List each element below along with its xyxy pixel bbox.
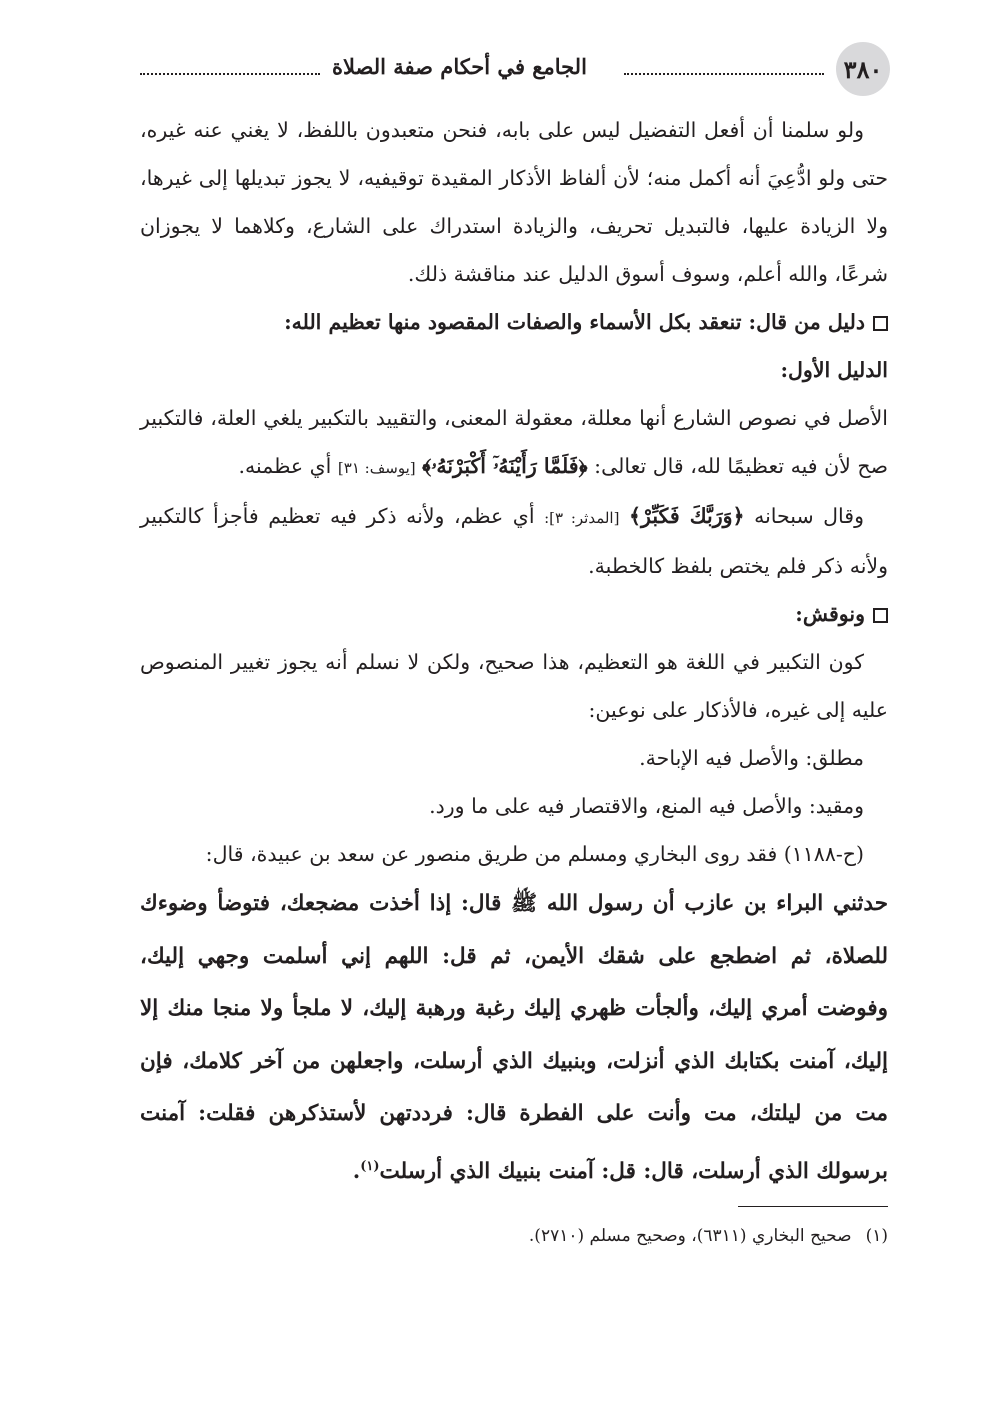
paragraph-6: ومقيد: والأصل فيه المنع، والاقتصار فيه على ما ورد. <box>429 794 864 818</box>
page-header <box>140 40 888 100</box>
header-dots-right <box>624 73 824 75</box>
footnote-number: (١) <box>865 1226 888 1247</box>
section-heading-discussion <box>140 590 888 638</box>
heading-text: ونوقش: <box>795 602 865 626</box>
paragraph-4: كون التكبير في اللغة هو التعظيم، هذا صحيح، ولكن لا نسلم أنه يجوز تغيير المنصوص عليه إلى غيره، فالأذكار على نوعين: <box>140 650 888 722</box>
hadith-end: . <box>352 1158 361 1184</box>
verse-reference: [يوسف: ٣١] <box>337 459 416 477</box>
paragraph-3-text: وقال سبحانه <box>754 504 864 528</box>
paragraph-3 <box>140 492 888 590</box>
checkbox-bullet-icon <box>873 608 888 623</box>
hadith-body: حدثني البراء بن عازب أن رسول الله ﷺ قال: إذا أخذت مضجعك، فتوضأ وضوءك للصلاة، ثم اضطجع على شقك الأيمن، ثم قل: اللهم إني أسلمت وجهي إليك، وفوضت أمري إليك، وألجأت ظهري إليك رغبة ورهبة إليك، لا ملجأ ولا منجا منك إلا إليك، آمنت بكتابك الذي أنزلت، وبنبيك الذي أرسلت، واجعلهن من آخر كلامك، فإن مت من ليلتك، مت وأنت على الفطرة قال: فرددتهن لأستذكرهن فقلت: آمنت برسولك الذي أرسلت، قال: قل: آمنت بنبيك الذي أرسلت <box>140 891 888 1184</box>
paragraph-1: ولو سلمنا أن أفعل التفضيل ليس على بابه، فنحن متعبدون باللفظ، لا يغني عنه غيره، حتى ولو ادُّعِيَ أنه أكمل منه؛ لأن ألفاظ الأذكار المقيدة توقيفيه، لا يجوز تبديلها إلى غيرها، ولا الزيادة عليها، فالتبديل تحريف، والزيادة استدراك على الشارع، وكلاهما لا يجوزان شرعًا، والله أعلم، وسوف أسوق الدليل عند مناقشة ذلك. <box>140 118 888 286</box>
hadith-text <box>140 878 888 1198</box>
section-heading-evidence <box>140 298 888 346</box>
quran-verse: ﴿وَرَبَّكَ فَكَبِّرْ﴾ <box>629 504 745 528</box>
paragraph-2-text: الأصل في نصوص الشارع أنها معللة، معقولة المعنى، والتقييد بالتكبير يلغي العلة، فالتكبير صح لأن فيه تعظيمًا لله، قال تعالى: <box>140 406 888 478</box>
footnote-marker: (١) <box>360 1158 380 1174</box>
paragraph-2-text-end: أي عظمنه. <box>238 454 332 478</box>
footnote <box>140 1219 888 1253</box>
document-page <box>140 40 888 1253</box>
paragraph-7: (ح-١١٨٨) فقد روى البخاري ومسلم من طريق منصور عن سعد بن عبيدة، قال: <box>205 842 864 866</box>
book-title: الجامع في أحكام صفة الصلاة <box>332 54 587 79</box>
verse-reference: [المدثر: ٣]: <box>544 509 620 527</box>
sub-heading-first-evidence: الدليل الأول: <box>780 358 888 382</box>
paragraph-2 <box>140 394 888 492</box>
paragraph-3-text-end: أي عظم، ولأنه ذكر فيه تعظيم فأجزأ كالتكبير ولأنه ذكر فلم يختص بلفظ كالخطبة. <box>140 504 888 578</box>
quran-verse: ﴿فَلَمَّا رَأَيْنَهُۥٓ أَكْبَرْنَهُۥ﴾ <box>422 454 588 478</box>
page-body <box>140 106 888 1198</box>
checkbox-bullet-icon <box>873 316 888 331</box>
page-number-badge: ٣٨٠ <box>836 42 890 96</box>
paragraph-5: مطلق: والأصل فيه الإباحة. <box>639 746 864 770</box>
heading-text: دليل من قال: تنعقد بكل الأسماء والصفات المقصود منها تعظيم الله: <box>284 310 865 334</box>
footnote-text: صحيح البخاري (٦٣١١)، وصحيح مسلم (٢٧١٠). <box>528 1226 852 1247</box>
header-dots-left <box>140 73 320 75</box>
footnote-separator <box>738 1206 888 1207</box>
